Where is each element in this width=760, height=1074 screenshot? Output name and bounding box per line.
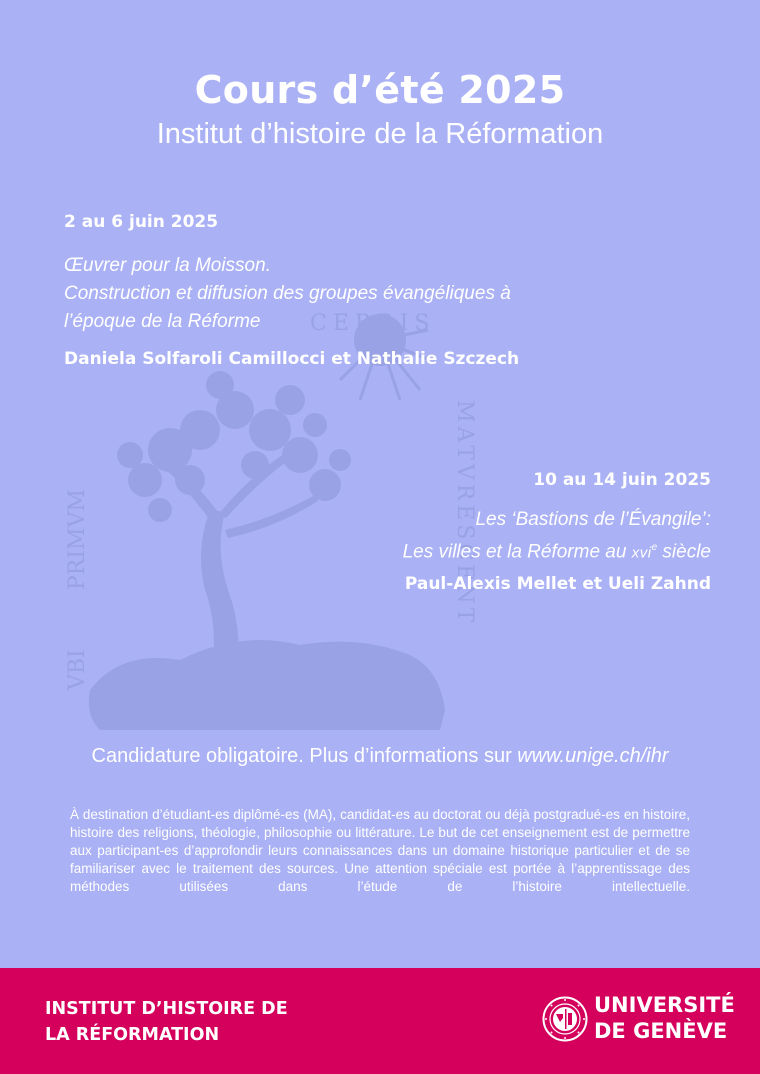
info-line xyxy=(0,745,760,768)
course2-title-line: Les ‘Bastions de l’Évangile’: xyxy=(475,509,711,530)
info-link[interactable]: www.unige.ch/ihr xyxy=(517,745,669,767)
description: À destination d’étudiant-es diplômé-es (MA), candidat-es au doctorat ou déjà postgradué-es en histoire, histoire des religions, théologie, philosophie ou littérature. Le but de cet enseignement est de permettre aux participant-es d’approfondir leurs connaissances dans un domaine historique particulier et de se familiariser avec le traitement des sources. Une attention spéciale est portée à l’apprentissage des méthodes utilisées dans l’étude de l’histoire intellectuelle. xyxy=(70,807,690,894)
unige-logo xyxy=(542,992,735,1052)
unige-wordmark xyxy=(594,992,735,1044)
course1-date: 2 au 6 juin 2025 xyxy=(64,212,219,232)
course1-title-line: l’époque de la Réforme xyxy=(64,311,261,332)
motto-left-2: PRIMVM xyxy=(65,489,90,590)
unige-line: UNIVERSITÉ xyxy=(594,993,735,1017)
course2-title-line xyxy=(211,534,711,567)
ihr-logo-line: LA RÉFORMATION xyxy=(45,1025,220,1045)
course1-title xyxy=(64,252,624,336)
motto-right: MATVRESCENT xyxy=(452,400,477,627)
course1-speakers: Daniela Solfaroli Camillocci et Nathalie Szczech xyxy=(64,349,520,369)
ihr-logo-line: INSTITUT D’HISTOIRE DE xyxy=(45,999,288,1019)
page-title: Cours d’été 2025 xyxy=(194,68,566,112)
motto-left: VBI xyxy=(65,649,90,690)
unige-line: DE GENÈVE xyxy=(594,1019,728,1043)
course1-title-line: Construction et diffusion des groupes évangéliques à xyxy=(64,283,511,304)
geneva-seal-icon xyxy=(542,996,588,1042)
motto-top: CEBRIS xyxy=(310,311,436,336)
page-subtitle: Institut d’histoire de la Réformation xyxy=(156,118,604,150)
course1-title-line: Œuvrer pour la Moisson. xyxy=(64,255,271,276)
footer xyxy=(0,968,760,1074)
ihr-logo xyxy=(45,996,288,1048)
century-numeral: xvi xyxy=(631,544,652,562)
course2-title xyxy=(211,506,711,567)
course2-title-pre: Les villes et la Réforme au xyxy=(402,541,627,563)
course2-title-post: siècle xyxy=(662,541,711,563)
course2-date: 10 au 14 juin 2025 xyxy=(533,470,711,490)
century-superscript: e xyxy=(651,542,658,553)
course2-speakers: Paul-Alexis Mellet et Ueli Zahnd xyxy=(404,574,711,594)
info-text: Candidature obligatoire. Plus d’informations sur xyxy=(91,745,512,767)
